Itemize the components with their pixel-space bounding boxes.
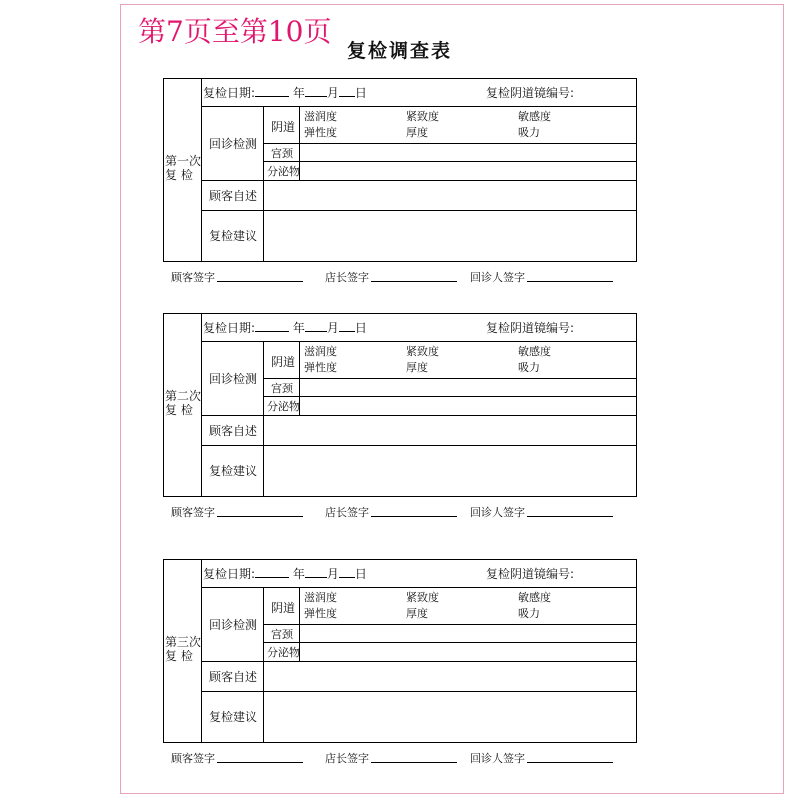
exam-section-1: 第一次 复 检 复检日期: 年 月 日 复检阴道镜编号: 回诊检测 阴道 滋润度 紧致度 敏感度 弹性度 厚度 吸力 宫颈 分泌物 顾客自述 复检建议 顾客签字 店长签字 回诊人签字 xyxy=(163,78,637,262)
revisit-sign-label: 回诊人签字 xyxy=(470,506,525,519)
revisit-sign-line[interactable] xyxy=(527,281,613,282)
cervix-label: 宫颈 xyxy=(271,382,293,395)
vagina-label: 阴道 xyxy=(271,355,296,369)
secretion-label: 分泌物 xyxy=(267,165,300,178)
secretion-label: 分泌物 xyxy=(267,400,300,413)
self-report-label: 顾客自述 xyxy=(209,670,258,684)
manager-sign-label: 店长签字 xyxy=(325,752,369,765)
cervix-label: 宫颈 xyxy=(271,147,293,160)
date-day-blank[interactable] xyxy=(339,86,355,97)
revisit-exam-label: 回诊检测 xyxy=(209,618,258,632)
self-report-label: 顾客自述 xyxy=(209,424,258,438)
advice-label: 复检建议 xyxy=(209,229,258,243)
customer-sign-label: 顾客签字 xyxy=(171,752,215,765)
cervix-label: 宫颈 xyxy=(271,628,293,641)
scope-number-label: 复检阴道镜编号: xyxy=(486,321,575,335)
customer-sign-line[interactable] xyxy=(217,516,303,517)
revisit-sign-label: 回诊人签字 xyxy=(470,752,525,765)
revisit-sign-label: 回诊人签字 xyxy=(470,271,525,284)
vagina-label: 阴道 xyxy=(271,120,296,134)
date-year-blank[interactable] xyxy=(255,86,289,97)
manager-sign-line[interactable] xyxy=(371,281,457,282)
self-report-label: 顾客自述 xyxy=(209,189,258,203)
date-month-blank[interactable] xyxy=(305,321,327,332)
secretion-label: 分泌物 xyxy=(267,646,300,659)
customer-sign-label: 顾客签字 xyxy=(171,271,215,284)
revisit-exam-label: 回诊检测 xyxy=(209,372,258,386)
exam-section-3: 第三次 复 检 复检日期: 年 月 日 复检阴道镜编号: 回诊检测 阴道 滋润度 紧致度 敏感度 弹性度 厚度 吸力 宫颈 分泌物 顾客自述 复检建议 顾客签字 店长签字 回诊人签字 xyxy=(163,559,637,743)
manager-sign-line[interactable] xyxy=(371,762,457,763)
date-row: 复检日期: 年 月 日 xyxy=(203,86,367,100)
manager-sign-label: 店长签字 xyxy=(325,506,369,519)
revisit-sign-line[interactable] xyxy=(527,762,613,763)
page-range-label: 第7页至第10页 xyxy=(138,15,332,48)
section-name: 第二次 复 检 xyxy=(165,389,202,417)
revisit-exam-label: 回诊检测 xyxy=(209,137,258,151)
date-day-blank[interactable] xyxy=(339,321,355,332)
section-name: 第一次 复 检 xyxy=(165,154,202,182)
date-month-blank[interactable] xyxy=(305,567,327,578)
revisit-sign-line[interactable] xyxy=(527,516,613,517)
scope-number-label: 复检阴道镜编号: xyxy=(486,567,575,581)
date-year-blank[interactable] xyxy=(255,321,289,332)
advice-label: 复检建议 xyxy=(209,710,258,724)
section-name: 第三次 复 检 xyxy=(165,635,202,663)
customer-sign-label: 顾客签字 xyxy=(171,506,215,519)
manager-sign-label: 店长签字 xyxy=(325,271,369,284)
customer-sign-line[interactable] xyxy=(217,762,303,763)
vagina-label: 阴道 xyxy=(271,601,296,615)
date-row: 复检日期: 年 月 日 xyxy=(203,321,367,335)
date-year-blank[interactable] xyxy=(255,567,289,578)
date-month-blank[interactable] xyxy=(305,86,327,97)
exam-section-2: 第二次 复 检 复检日期: 年 月 日 复检阴道镜编号: 回诊检测 阴道 滋润度 紧致度 敏感度 弹性度 厚度 吸力 宫颈 分泌物 顾客自述 复检建议 顾客签字 店长签字 回诊人签字 xyxy=(163,313,637,497)
scope-number-label: 复检阴道镜编号: xyxy=(486,86,575,100)
manager-sign-line[interactable] xyxy=(371,516,457,517)
advice-label: 复检建议 xyxy=(209,464,258,478)
form-title: 复检调查表 xyxy=(347,40,453,62)
date-day-blank[interactable] xyxy=(339,567,355,578)
customer-sign-line[interactable] xyxy=(217,281,303,282)
date-row: 复检日期: 年 月 日 xyxy=(203,567,367,581)
